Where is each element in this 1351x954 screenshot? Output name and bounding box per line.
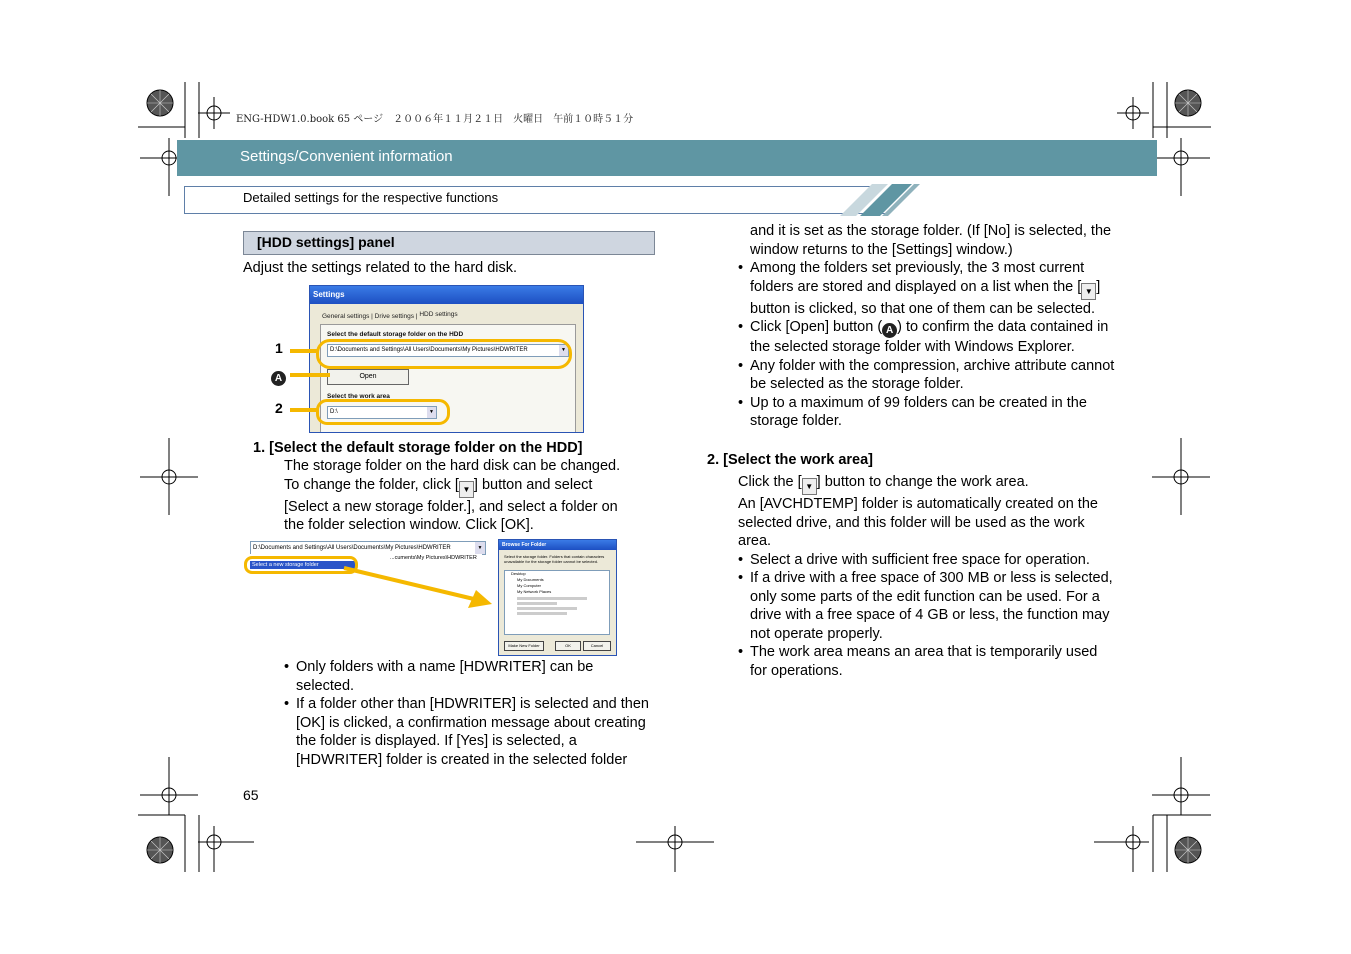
subsection-title: Detailed settings for the respective functions [243, 190, 499, 205]
right-column [738, 222, 1118, 431]
dropdown-button-icon: ▼ [1081, 283, 1096, 300]
chevron-down-icon: ▼ [559, 345, 568, 356]
make-new-folder-button-image: Make New Folder [504, 641, 544, 651]
tree-item: My Documents [517, 577, 544, 582]
tab-hdd-settings: HDD settings [419, 311, 458, 318]
dropdown-list-item: ...cuments\My Pictures\HDWRITER [250, 554, 482, 562]
arrow-icon [340, 560, 500, 610]
print-info: ENG-HDW1.0.book 65 ページ ２００６年１１月２１日 火曜日 午前１０時５１分 [236, 114, 634, 125]
item1-body [284, 457, 654, 535]
callout-1: 1 [275, 340, 283, 356]
tree-item: My Network Places [517, 589, 552, 594]
callout-line-a [290, 373, 330, 377]
folder-combo-screenshot: D:\Documents and Settings\All Users\Documents\My Pictures\HDWRITER ▼ [250, 541, 486, 555]
callout-a-icon: A [882, 323, 897, 338]
item1-line2: To change the folder, click [ ▼ ] button and select [284, 476, 654, 498]
item2-line2: An [AVCHDTEMP] folder is automatically created on the selected drive, and this folder will be used as the work area. [738, 496, 1098, 549]
ok-button-image: OK [555, 641, 581, 651]
item2-body [738, 473, 1116, 680]
section-title: Settings/Convenient information [240, 148, 453, 165]
item1-bullets [284, 658, 650, 769]
default-folder-value: D:\Documents and Settings\All Users\Documents\My Pictures\HDWRITER [330, 347, 528, 353]
page-number: 65 [243, 787, 259, 803]
default-folder-label: Select the default storage folder on the HDD [327, 331, 464, 338]
dropdown-button-icon: ▼ [459, 481, 474, 498]
continuation-text: and it is set as the storage folder. (If [No] is selected, the window returns to the [Settings] window.) [750, 223, 1112, 258]
list-item: • Any folder with the compression, archive attribute cannot be selected as the storage folder. [738, 357, 1118, 394]
item1-line1: The storage folder on the hard disk can be changed. [284, 458, 621, 474]
panel-heading-text: [HDD settings] panel [257, 234, 395, 250]
tree-item: My Computer [517, 583, 542, 588]
list-item: • Click [Open] button ( A ) to confirm the data contained in the selected storage folder with Windows Explorer. [738, 318, 1118, 357]
dialog-title: Browse For Folder [499, 540, 616, 550]
item1-line3: [Select a new storage folder.], and select a folder on [284, 498, 618, 515]
open-button-image: Open [327, 369, 409, 385]
list-item: • If a drive with a free space of 300 MB or less is selected, only some parts of the edit function can be used. For a drive with a free space of 4 GB or less, the function may not operate properly. [738, 569, 1116, 643]
panel-intro: Adjust the settings related to the hard disk. [243, 260, 518, 276]
list-item: • The work area means an area that is temporarily used for operations. [738, 643, 1116, 680]
list-item: • If a folder other than [HDWRITER] is selected and then [OK] is clicked, a confirmation message about creating the folder is displayed. If [Yes] is selected, a [HDWRITER] folder is created in the selected folder [284, 695, 650, 769]
settings-window-title: Settings [310, 286, 583, 304]
list-item: • Up to a maximum of 99 folders can be created in the storage folder. [738, 394, 1118, 431]
list-item: • Select a drive with sufficient free space for operation. [738, 551, 1116, 570]
callout-line-1 [290, 349, 318, 353]
cancel-button-image: Cancel [583, 641, 611, 651]
item2-title: 2. [Select the work area] [707, 452, 874, 468]
list-item: • Only folders with a name [HDWRITER] can be selected. [284, 658, 650, 695]
highlight-ring-2 [316, 399, 450, 425]
work-area-label: Select the work area [327, 393, 390, 400]
callout-line-2 [290, 408, 318, 412]
dialog-text: Select the storage folder. Folders that contain characters unavailable for the storage folder cannot be selected. [504, 554, 605, 564]
dropdown-button-icon: ▼ [802, 478, 817, 495]
decorative-stripes [820, 184, 920, 216]
tab-drive-settings: Drive settings [374, 313, 415, 320]
panel-heading [243, 231, 655, 255]
highlight-ring-1 [316, 339, 572, 369]
callout-a: A [271, 366, 286, 386]
folder-tree [504, 570, 610, 635]
chevron-down-icon: ▼ [427, 407, 436, 418]
tree-item: Desktop [511, 571, 526, 576]
callout-2: 2 [275, 400, 283, 416]
item1-title: 1. [Select the default storage folder on the HDD] [253, 440, 583, 456]
item2-line1: Click the [ ▼ ] button to change the work area. [738, 473, 1116, 495]
item1-line4: the folder selection window. Click [OK]. [284, 517, 534, 533]
list-item: • Among the folders set previously, the 3 most current folders are stored and displayed on a list when the [ ▼ ] button is clicked, so that one of them can be selected. [738, 259, 1118, 318]
dropdown-selected-item: Select a new storage folder [250, 561, 356, 569]
browse-folder-dialog-screenshot [498, 539, 617, 656]
chevron-down-icon: ▼ [475, 542, 485, 554]
settings-tabs: General settings | Drive settings | HDD settings [322, 311, 458, 320]
work-area-value: D:\ [330, 409, 338, 415]
tab-general-settings: General settings [322, 313, 370, 320]
blurred-tree-items [511, 597, 609, 615]
